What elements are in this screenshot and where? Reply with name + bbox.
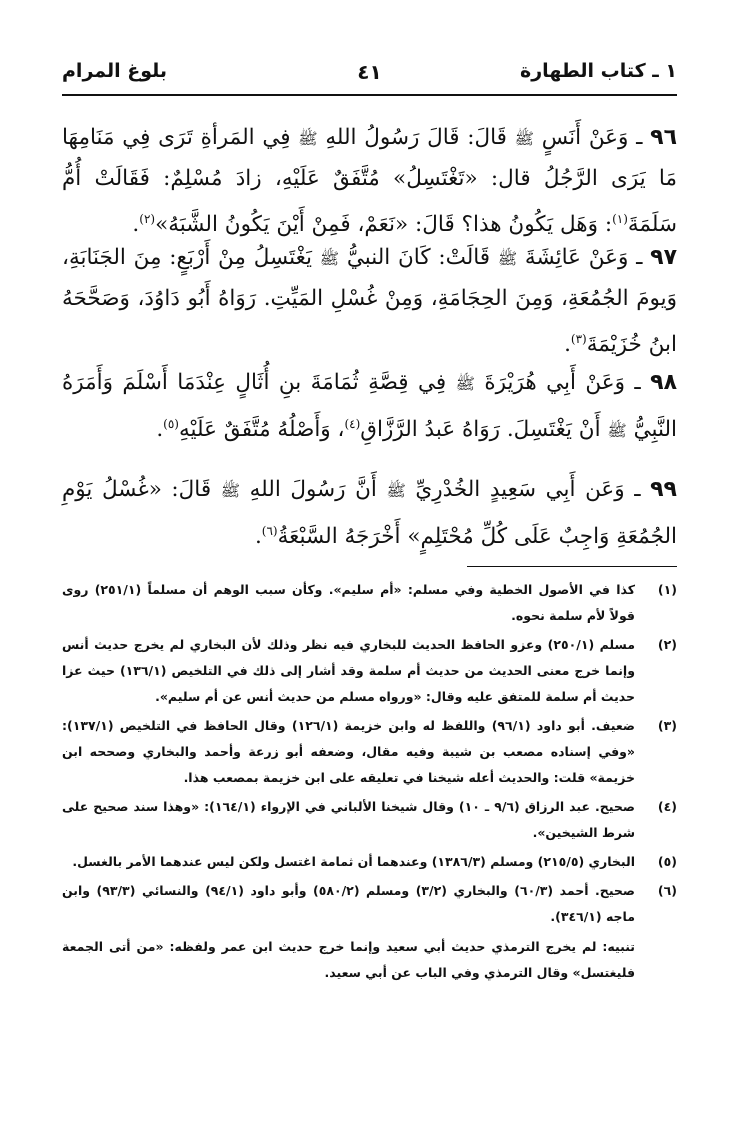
honorific-glyph: ﷺ [497, 249, 518, 268]
footnote-ref: (٦) [261, 524, 278, 538]
honorific-glyph: ﷺ [455, 374, 475, 393]
hadith-end: . [564, 332, 571, 358]
page-number: ٤١ [357, 60, 382, 84]
honorific-glyph: ﷺ [386, 481, 406, 500]
footnote [62, 794, 677, 846]
footnote [62, 577, 677, 629]
footnote-ref: (٢) [139, 212, 156, 226]
hadith-end: . [254, 524, 262, 550]
footnote-text: صحيح. عبد الرزاق (٩/٦ ـ ١٠) وقال شيخنا الألباني في الإرواء (١٦٤/١): «وهذا سند صحيح على شرط الشيخين». [62, 799, 635, 840]
footnote-ref: (٣) [570, 332, 587, 346]
hadith-text: فِي المَرأةِ تَرَى فِي مَنَامِهَا مَا يَرَى الرَّجُلُ قال: «تَغْتَسِلُ» مُتَّفَقٌ عَلَيْهِ، زادَ مُسْلِمٌ: فَقَالَتْ أُمُّ سَلَمَةَ [62, 125, 677, 238]
footnote-text: كذا في الأصول الخطية وفي مسلم: «أم سليم». وكأن سبب الوهم أن مسلماً (٢٥١/١) روى قولاً لأم سلمة نحوه. [62, 582, 635, 623]
footnote-text: مسلم (٢٥٠/١) وعزو الحافظ الحديث للبخاري فيه نظر وذلك لأن البخاري لم يخرج حديث أنس وإنما خرج معنى الحديث من حديث أم سلمة وقد أشار إلى ذلك في التلخيص (١٣٦/١) حيث عزا حديث أم سلمة للمتفق عليه وقال: «ورواه مسلم من حديث أنس عن أم سليم». [62, 637, 635, 704]
hadith-number: ٩٨ [650, 370, 678, 395]
hadith-text: ـ وَعَنْ أَبِي هُرَيْرَةَ [474, 370, 641, 395]
footnote-ref: (٤) [344, 417, 361, 431]
hadith-text: : وَهَل يَكُونُ هذا؟ قَالَ: «نَعَمْ، فَمِنْ أَيْنَ يَكُونُ الشَّبَهُ» [155, 212, 613, 238]
hadith-text: ـ وَعَن أَبِي سَعِيدٍ الخُدْرِيِّ [405, 477, 641, 502]
hadith-text: يَغْتَسِلُ مِنْ أَرْبَعٍ: مِنَ الجَنَابَةِ، وَيومَ الجُمُعَةِ، وَمِنَ الحِجَامَةِ، وَمِنْ غُسْلِ المَيِّتِ. رَوَاهُ أَبُو دَاوُدَ، وَصَحَّحَهُ ابنُ خُزَيْمَةَ [62, 245, 677, 358]
hadith-text: ، وَأَصْلُهُ مُتَّفَقٌ عَلَيْهِ [178, 417, 345, 443]
honorific-glyph: ﷺ [298, 129, 318, 148]
hadith-text: أَنَّ رَسُولَ اللهِ [240, 477, 387, 502]
footnote-label: (١) [657, 582, 677, 597]
hadith-97 [62, 238, 677, 365]
footnote-separator [467, 566, 677, 567]
footnote [62, 849, 677, 875]
hadith-text: قَالَ: قَالَ رَسُولُ اللهِ [317, 125, 515, 150]
hadith-number: ٩٦ [650, 125, 678, 150]
honorific-glyph: ﷺ [514, 129, 534, 148]
footnote-label: (٦) [657, 883, 677, 898]
hadith-98 [62, 363, 677, 451]
chapter-title: ١ ـ كتاب الطهارة [520, 60, 677, 82]
footnote [62, 713, 677, 791]
book-title: بلوغ المرام [62, 60, 168, 82]
tanbih-note: تنبيه: لم يخرج الترمذي حديث أبي سعيد وإنما خرج حديث ابن عمر ولفظه: «من أتى الجمعة فليغتسل» وقال الترمذي وفي الباب عن أبي سعيد. [62, 939, 635, 980]
footnote-ref: (١) [612, 212, 628, 226]
hadith-end: . [132, 212, 140, 238]
hadith-number: ٩٩ [650, 477, 677, 502]
hadith-text: ـ وَعَنْ عَائِشَةَ [517, 245, 643, 270]
hadith-text: فِي قِصَّةِ ثُمَامَةَ بنِ أُثَالٍ عِنْدَمَا أَسْلَمَ وَأَمَرَهُ النَّبِيُّ [62, 370, 677, 443]
footnote-text: صحيح. أحمد (٦٠/٣) والبخاري (٣/٢) ومسلم (٥٨٠/٢) وأبو داود (٩٤/١) والنسائي (٩٣/٣) وابن ماجه (٣٤٦/١). [62, 883, 636, 924]
hadith-text: قَالَتْ: كَانَ النبيُّ [339, 245, 498, 270]
page-header [62, 60, 677, 96]
hadith-text: ـ وَعَنْ أَنَسٍ [534, 125, 643, 150]
footnote-label: (٢) [657, 637, 677, 652]
footnote-label: (٥) [657, 854, 677, 869]
hadith-text: أَنْ يَغْتَسِلَ. رَوَاهُ عَبدُ الرَّزَّاقِ [360, 417, 608, 443]
hadith-99 [62, 470, 677, 557]
footnote-ref: (٥) [163, 417, 179, 431]
hadith-end: . [156, 417, 164, 443]
footnote-label: (٤) [657, 799, 677, 814]
honorific-glyph: ﷺ [607, 421, 627, 441]
hadith-96 [62, 118, 677, 245]
footnote-text: ضعيف. أبو داود (٩٦/١) واللفظ له وابن خزيمة (١٢٦/١) وقال الحافظ في التلخيص (١٣٧/١): «وفي إسناده مصعب بن شيبة وفيه مقال، وضعفه أبو زرعة وأحمد والبخاري وصححه ابن خزيمة» قلت: والحديث أعله شيخنا في تعليقه على ابن خزيمة بمصعب هذا. [62, 718, 636, 785]
hadith-number: ٩٧ [650, 245, 678, 270]
footnotes [62, 577, 677, 986]
footnote [62, 878, 677, 930]
honorific-glyph: ﷺ [220, 481, 241, 500]
footnote-label: (٣) [657, 718, 677, 733]
honorific-glyph: ﷺ [319, 249, 340, 268]
hadith-text: قَالَ: «غُسْلُ يَوْمِ الجُمُعَةِ وَاجِبٌ عَلَى كُلِّ مُحْتَلِمٍ» أَخْرَجَهُ السَّبْعَةُ [62, 477, 677, 550]
footnote [62, 632, 677, 710]
footnote-text: البخاري (٢١٥/٥) ومسلم (١٣٨٦/٣) وعندهما أن ثمامة اغتسل ولكن ليس عندهما الأمر بالغسل. [72, 854, 635, 869]
